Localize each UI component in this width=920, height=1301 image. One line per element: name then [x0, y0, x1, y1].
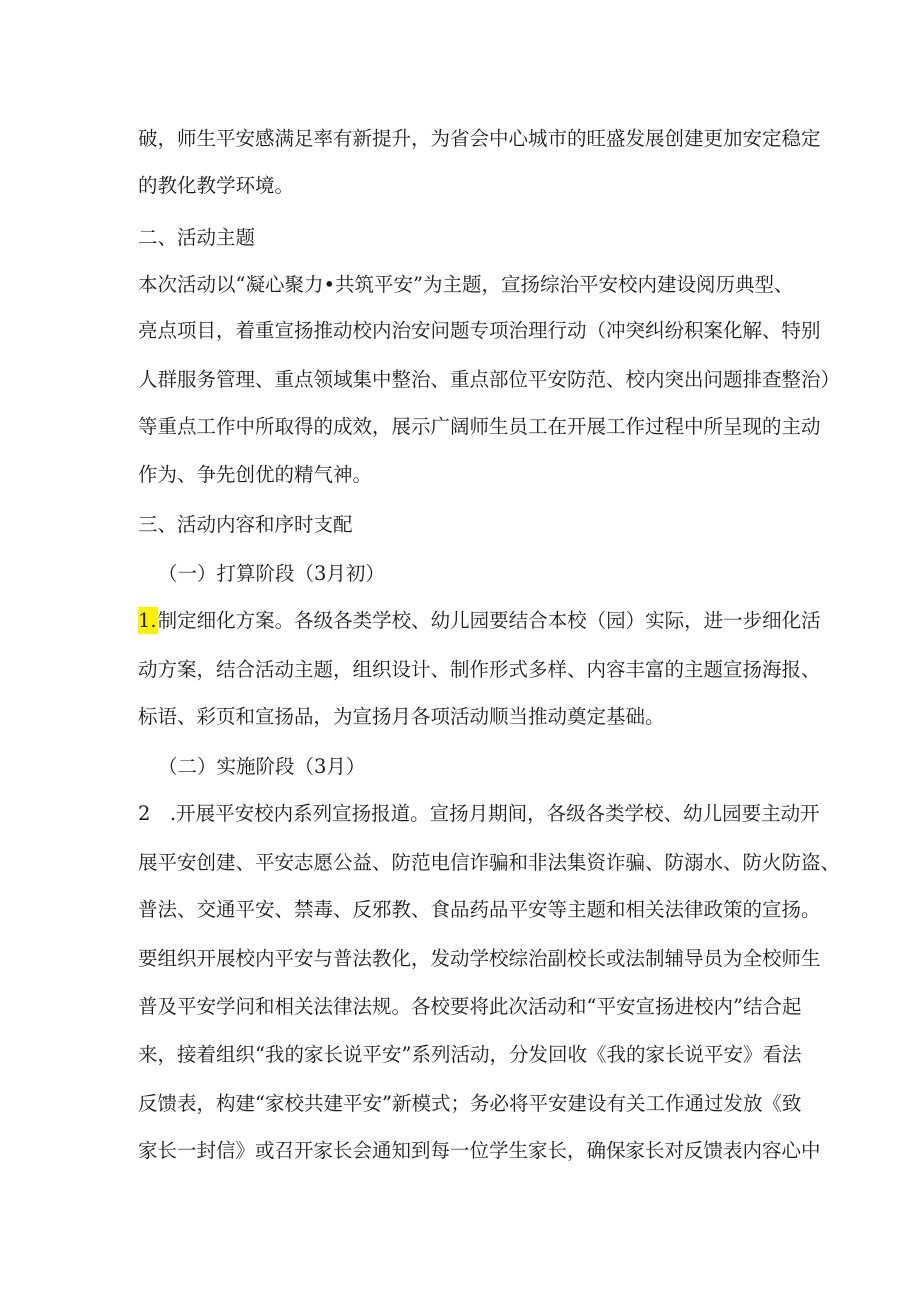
highlight-marker: 1.	[138, 609, 157, 632]
subsection-heading: （一）打算阶段（3月初）	[158, 562, 385, 585]
paragraph-line: 标语、彩页和宣扬品，为宣扬月各项活动顺当推动奠定基础。	[138, 705, 665, 728]
paragraph-line: 来，接着组织“我的家长说平安”系列活动，分发回收《我的家长说平安》看法	[138, 1043, 802, 1066]
paragraph-line: 反馈表，构建“家校共建平安”新模式；务必将平安建设有关工作通过发放《致	[138, 1092, 802, 1115]
section-heading: 三、活动内容和序时支配	[138, 513, 353, 536]
paragraph-line: 家长一封信》或召开家长会通知到每一位学生家长，确保家长对反馈表内容心中	[138, 1139, 821, 1162]
paragraph-line-numbered	[138, 609, 821, 633]
paragraph-line: 亮点项目，着重宣扬推动校内治安问题专项治理行动（冲突纠纷积案化解、特别	[138, 319, 821, 342]
paragraph-line: 普法、交通平安、禁毒、反邪教、食品药品平安等主题和相关法律政策的宣扬。	[138, 898, 821, 921]
paragraph-line: 动方案，结合活动主题，组织设计、制作形式多样、内容丰富的主题宣扬海报、	[138, 658, 821, 681]
paragraph-line: 本次活动以“凝心聚力•共筑平安”为主题，宣扬综治平安校内建设阅历典型、	[138, 273, 794, 296]
subsection-heading: （二）实施阶段（3月）	[158, 755, 366, 778]
paragraph-line: 展平安创建、平安志愿公益、防范电信诈骗和非法集资诈骗、防溺水、防火防盗、	[138, 851, 841, 874]
paragraph-line: 等重点工作中所取得的成效，展示广阔师生员工在开展工作过程中所呈现的主动	[138, 415, 821, 438]
paragraph-line: 人群服务管理、重点领域集中整治、重点部位平安防范、校内突出问题排查整治）	[138, 368, 841, 391]
paragraph-line: 普及平安学问和相关法律法规。各校要将此次活动和“平安宣扬进校内”结合起	[138, 995, 802, 1018]
paragraph-line: 破，师生平安感满足率有新提升，为省会中心城市的旺盛发展创建更加安定稳定	[138, 127, 821, 150]
paragraph-line: 作为、争先创优的精气神。	[138, 463, 373, 486]
paragraph-line: 2 .开展平安校内系列宣扬报道。宣扬月期间，各级各类学校、幼儿园要主动开	[138, 802, 820, 825]
section-heading: 二、活动主题	[138, 226, 256, 249]
paragraph-line: 的教化教学环境。	[138, 174, 295, 197]
paragraph-text: 制定细化方案。各级各类学校、幼儿园要结合本校（园）实际，进一步细化活	[157, 609, 821, 632]
paragraph-line: 要组织开展校内平安与普法教化，发动学校综治副校长或法制辅导员为全校师生	[138, 947, 821, 970]
